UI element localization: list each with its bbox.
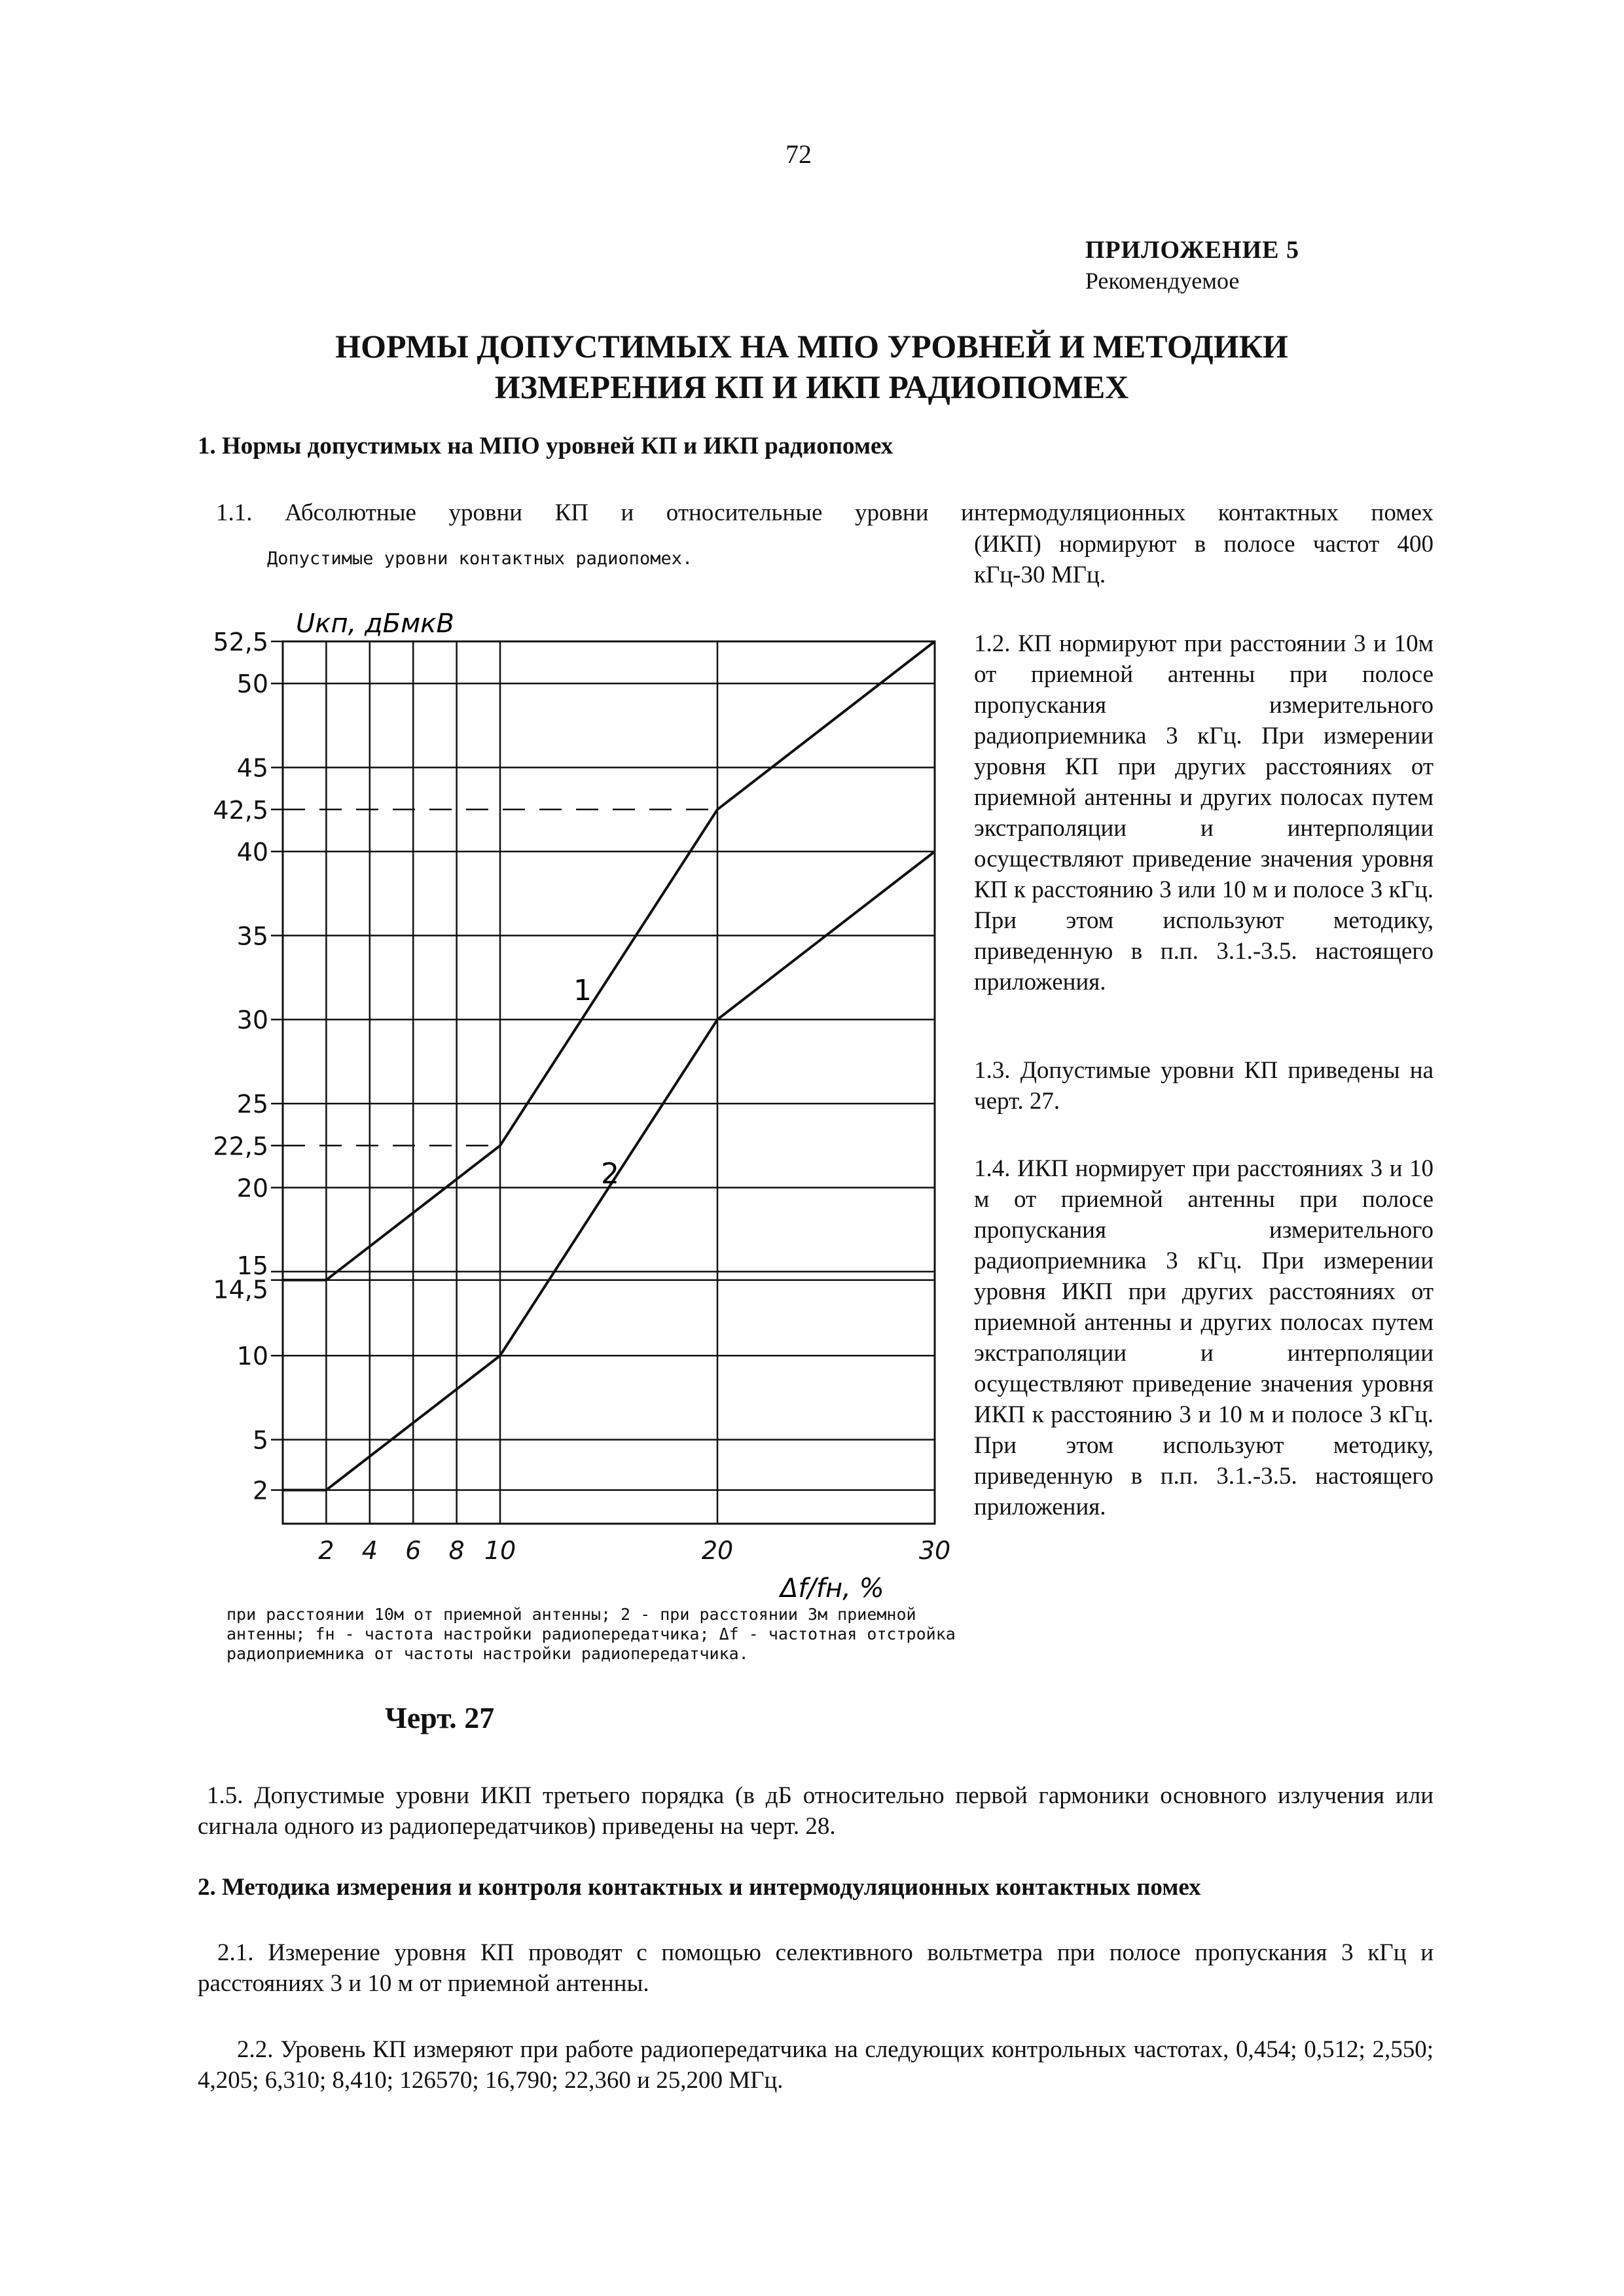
chart-y-tick-label: 2 — [252, 1476, 268, 1505]
chart-y-tick-label: 15 — [236, 1251, 268, 1280]
appendix-title: ПРИЛОЖЕНИЕ 5 — [1085, 236, 1299, 264]
chart-y-tick-label: 50 — [236, 670, 268, 699]
paragraph-1-1-line: 1.1. Абсолютные уровни КП и относительные уровни интермодуляционных контактных помех — [216, 499, 1434, 526]
chart-x-tick-label: 30 — [918, 1536, 951, 1565]
chart-x-tick-label: 6 — [405, 1536, 422, 1565]
chart-x-tick-label: 4 — [361, 1536, 378, 1565]
chart-grid — [271, 641, 935, 1524]
chart-series-1-line — [283, 641, 935, 1280]
paragraph-1-5: 1.5. Допустимые уровни ИКП третьего порядка (в дБ относительно первой гармоники основного излучения или сигнала одного из радиопередатчиков) приведены на черт. 28. — [198, 1782, 1434, 1840]
chart-y-tick-label: 10 — [236, 1342, 268, 1371]
chart-caption: Допустимые уровни контактных радиопомех. — [267, 548, 693, 569]
series-1-label: 1 — [573, 974, 592, 1007]
paragraph-1-2: 1.2. КП нормируют при расстоянии 3 и 10м от приемной антенны при полосе пропускания измерительного радиоприемника 3 кГц. При измерении уровня КП при других расстояниях от приемной антенны и других полосах путем экстраполяции и интерполяции осуществляют приведение значения уровня КП к расстоянию 3 или 10 м и полосе 3 кГц. При этом используют методику, приведенную в п.п. 3.1.-3.5. настоящего приложения. — [974, 630, 1434, 996]
figure-label: Черт. 27 — [385, 1701, 495, 1734]
chart-y-tick-label: 35 — [236, 922, 268, 951]
chart-y-tick-label: 5 — [252, 1426, 268, 1455]
chart-series-lines — [283, 641, 935, 1490]
chart-y-tick-label: 52,5 — [213, 628, 268, 656]
section-1-heading: 1. Нормы допустимых на МПО уровней КП и ИКП радиопомех — [198, 433, 893, 459]
appendix-subtitle: Рекомендуемое — [1085, 268, 1240, 294]
paragraph-2-2: 2.2. Уровень КП измеряют при работе радиопередатчика на следующих контрольных частотах, 0,454; 0,512; 2,550; 4,205; 6,310; 8,410; 126570; 16,790; 22,360 и 25,200 МГц. — [198, 2036, 1434, 2094]
chart-y-tick-label: 22,5 — [213, 1132, 268, 1161]
paragraph-2-1: 2.1. Измерение уровня КП проводят с помощью селективного вольтметра при полосе пропускания 3 кГц и расстояниях 3 и 10 м от приемной антенны. — [198, 1939, 1434, 1997]
main-title: НОРМЫ ДОПУСТИМЫХ НА МПО УРОВНЕЙ И МЕТОДИКИ ИЗМЕРЕНИЯ КП И ИКП РАДИОПОМЕХ — [335, 328, 1288, 405]
series-2-label: 2 — [601, 1157, 619, 1191]
appendix-header — [1085, 236, 1299, 295]
chart-series-2-line — [283, 852, 935, 1490]
chart-y-tick-label: 25 — [236, 1090, 268, 1119]
chart-x-tick-label: 2 — [318, 1536, 334, 1565]
chart-y-axis-label: Uкп, дБмкВ — [296, 609, 454, 639]
chart-x-tick-label: 20 — [701, 1536, 734, 1565]
chart-frame — [283, 641, 935, 1524]
paragraph-1-1-continued: (ИКП) нормируют в полосе частот 400 кГц-30 МГц. — [974, 531, 1434, 588]
paragraph-1-3: 1.3. Допустимые уровни КП приведены на черт. 27. — [974, 1057, 1434, 1115]
chart-x-axis-label: Δf/fн, % — [780, 1573, 884, 1604]
chart-y-tick-label: 14,5 — [213, 1275, 268, 1304]
chart-tick-labels — [213, 628, 950, 1565]
chart-y-tick-label: 45 — [236, 753, 268, 783]
chart-notes: при расстоянии 10м от приемной антенны; 2 - при расстоянии 3м приемной антенны; fн - частота настройки радиопередатчика; Δf - частотная отстройка радиоприемника от частоты настройки радиопередатчика. — [226, 1605, 956, 1663]
chart-x-tick-label: 8 — [448, 1536, 465, 1565]
chart-y-tick-label: 30 — [236, 1005, 268, 1035]
section-2-heading: 2. Методика измерения и контроля контактных и интермодуляционных контактных помех — [198, 1874, 1201, 1901]
chart-y-tick-label: 20 — [236, 1174, 268, 1203]
chart-x-tick-label: 10 — [484, 1536, 516, 1565]
chart-reference-lines — [283, 810, 717, 1146]
chart-y-tick-label: 42,5 — [213, 795, 268, 825]
chart-y-tick-label: 40 — [236, 837, 268, 867]
page-number: 72 — [785, 139, 812, 169]
paragraph-1-4: 1.4. ИКП нормирует при расстояниях 3 и 10 м от приемной антенны при полосе пропускания измерительного радиоприемника 3 кГц. При измерении уровня ИКП при других расстояниях от приемной антенны и других полосах путем экстраполяции и интерполяции осуществляют приведение значения уровня ИКП к расстоянию 3 и 10 м и полосе 3 кГц. При этом используют методику, приведенную в п.п. 3.1.-3.5. настоящего приложения. — [974, 1155, 1434, 1520]
